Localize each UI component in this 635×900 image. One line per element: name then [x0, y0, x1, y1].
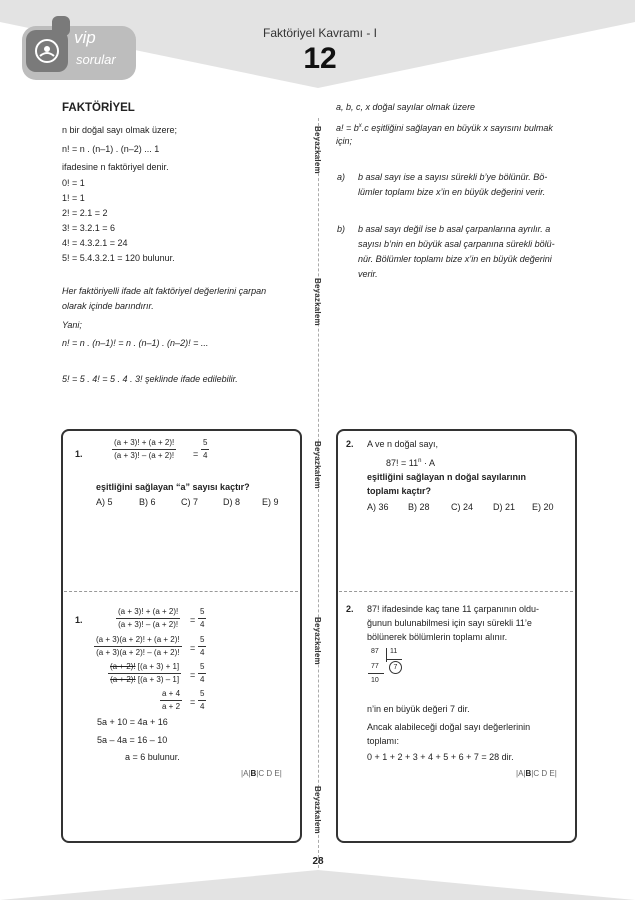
footer-background: [0, 866, 635, 900]
denominator: (a + 3)! – (a + 2)!: [118, 620, 179, 629]
section-title: FAKTÖRİYEL: [62, 102, 135, 114]
logo-badge-icon: [18, 14, 140, 82]
question-text: toplamı kaçtır?: [367, 486, 432, 496]
denominator: a + 2: [162, 702, 181, 711]
numerator: 5: [198, 635, 206, 647]
cancelled-term: (a + 2)!: [110, 675, 136, 684]
equals-sign: =: [190, 615, 196, 625]
side-label: Beyazkalem: [313, 126, 322, 174]
italic-text: Her faktöriyelli ifade alt faktöriyel değerlerini çarpan: [62, 286, 267, 296]
italic-text: için;: [336, 136, 353, 146]
italic-text: Yani;: [62, 320, 82, 330]
option-c[interactable]: C) 24: [451, 502, 474, 512]
text-fragment: · A: [421, 458, 435, 468]
fraction: [116, 607, 180, 630]
fraction: [112, 438, 176, 461]
fraction: [198, 662, 206, 685]
option-e[interactable]: E) 20: [532, 502, 554, 512]
equals-sign: =: [193, 449, 199, 459]
numerator: 5: [198, 662, 206, 674]
option-b[interactable]: B) 6: [139, 497, 156, 507]
long-division: [368, 648, 418, 694]
solution-line: a = 6 bulunur.: [125, 752, 180, 762]
option-a[interactable]: A) 36: [367, 502, 389, 512]
subtraction-line: [368, 673, 384, 674]
denominator: 4: [200, 702, 205, 711]
option-d[interactable]: D) 8: [223, 497, 241, 507]
numerator: 5: [198, 607, 206, 619]
subtrahend: 77: [371, 663, 379, 670]
answer-key: |A|B|C D E|: [241, 769, 282, 778]
logo-text-vip: vip: [74, 28, 96, 47]
denominator: 4: [200, 648, 205, 657]
denominator: (a + 3)! – (a + 2)!: [114, 451, 175, 460]
solution-line: 5a + 10 = 4a + 16: [97, 717, 168, 727]
fraction: [198, 607, 206, 630]
option-e[interactable]: E) 9: [262, 497, 279, 507]
text-fragment: 87! = 11: [386, 458, 419, 468]
text-line: 3! = 3.2.1 = 6: [62, 223, 116, 233]
fraction: [198, 689, 206, 712]
italic-text: 5! = 5 . 4! = 5 . 4 . 3! şeklinde ifade edilebilir.: [62, 374, 238, 384]
question-number: 1.: [75, 449, 83, 459]
correct-answer: B: [525, 769, 532, 778]
fraction: [94, 635, 182, 658]
question-text: eşitliğini sağlayan “a” sayısı kaçtır?: [96, 482, 250, 492]
equals-sign: =: [190, 643, 196, 653]
text-line: 2! = 2.1 = 2: [62, 208, 108, 218]
separator: [64, 591, 298, 592]
question-number: 2.: [346, 439, 354, 449]
solution-line: ğunun bulunabilmesi için sayı sürekli 11’e: [367, 618, 532, 628]
logo-text-sorular: sorular: [76, 52, 116, 67]
superscript: x: [358, 123, 362, 129]
numerator: (a + 3)! + (a + 2)!: [116, 607, 180, 619]
solution-line: toplamı:: [367, 736, 400, 746]
test-number: 12: [303, 42, 337, 75]
side-label: Beyazkalem: [313, 617, 322, 665]
numerator: (a + 3)(a + 2)! + (a + 2)!: [94, 635, 182, 647]
text-line: n bir doğal sayı olmak üzere;: [62, 125, 178, 135]
numerator: (a + 3)! + (a + 2)!: [112, 438, 176, 450]
italic-text: [336, 120, 553, 134]
item-label: a): [337, 172, 346, 182]
italic-text: olarak içinde barındırır.: [62, 301, 154, 311]
option-c[interactable]: C) 7: [181, 497, 199, 507]
text-line: 1! = 1: [62, 193, 85, 203]
option-d[interactable]: D) 21: [493, 502, 516, 512]
solution-line: 0 + 1 + 2 + 3 + 4 + 5 + 6 + 7 = 28 dir.: [367, 752, 514, 762]
text-line: ifadesine n faktöriyel denir.: [62, 162, 169, 172]
text-line: n! = n . (n–1) . (n–2) ... 1: [62, 144, 160, 154]
fraction: [108, 662, 181, 685]
text-fragment: .c eşitliğini sağlayan en büyük x sayısını bulmak: [361, 123, 553, 133]
solution-line: n’in en büyük değeri 7 dir.: [367, 704, 470, 714]
denominator: (a + 3)(a + 2)! – (a + 2)!: [96, 648, 180, 657]
fraction: [201, 438, 209, 461]
italic-text: verir.: [358, 269, 378, 279]
italic-text: b asal sayı değil ise b asal çarpanlarına ayrılır. a: [358, 224, 551, 234]
equals-sign: =: [190, 697, 196, 707]
question-text: eşitliğini sağlayan n doğal sayılarının: [367, 472, 527, 482]
option-a[interactable]: A) 5: [96, 497, 113, 507]
solution-number: 2.: [346, 604, 354, 614]
numerator: 5: [201, 438, 209, 450]
remainder: 10: [371, 677, 379, 684]
answer-key: |A|B|C D E|: [516, 769, 557, 778]
denominator: 4: [203, 451, 208, 460]
side-label: Beyazkalem: [313, 786, 322, 834]
numerator: 5: [198, 689, 206, 701]
equation: [386, 455, 435, 469]
answer-letter: C D E: [533, 769, 555, 778]
solution-number: 1.: [75, 615, 83, 625]
italic-text: a, b, c, x doğal sayılar olmak üzere: [336, 102, 476, 112]
separator: [339, 591, 573, 592]
solution-line: Ancak alabileceği doğal sayı değerlerinin: [367, 722, 531, 732]
italic-text: b asal sayı ise a sayısı sürekli b’ye bölünür. Bö-: [358, 172, 548, 182]
side-label: Beyazkalem: [313, 278, 322, 326]
numerator: a + 4: [160, 689, 182, 701]
fraction: [160, 689, 182, 712]
italic-text: n! = n . (n–1)! = n . (n–1) . (n–2)! = ...: [62, 338, 209, 348]
denominator: 4: [200, 675, 205, 684]
column-divider: [318, 118, 319, 868]
correct-answer: B: [250, 769, 257, 778]
denominator: 4: [200, 620, 205, 629]
question-text: A ve n doğal sayı,: [367, 439, 439, 449]
logo: [18, 14, 140, 82]
dividend: 87: [371, 648, 379, 655]
solution-line: 5a – 4a = 16 – 10: [97, 735, 168, 745]
italic-text: sayısı b’nin en büyük asal çarpanına sürekli bölü-: [358, 239, 555, 249]
item-label: b): [337, 224, 346, 234]
italic-text: nür. Bölümler toplamı bize x’in en büyük değerini: [358, 254, 552, 264]
solution-line: 87! ifadesinde kaç tane 11 çarpanının oldu-: [367, 604, 539, 614]
superscript: n: [418, 458, 422, 464]
solution-line: bölünerek bölümlerin toplamı alınır.: [367, 632, 508, 642]
text-fragment: a! = b: [336, 123, 359, 133]
option-b[interactable]: B) 28: [408, 502, 430, 512]
text-line: 4! = 4.3.2.1 = 24: [62, 238, 128, 248]
side-label: Beyazkalem: [313, 441, 322, 489]
answer-letter: C D E: [258, 769, 280, 778]
topic-title: Faktöriyel Kavramı - I: [262, 26, 378, 40]
fraction: [198, 635, 206, 658]
text-line: 5! = 5.4.3.2.1 = 120 bulunur.: [62, 253, 175, 263]
answer-letter: A: [518, 769, 524, 778]
equals-sign: =: [190, 670, 196, 680]
divisor: 11: [390, 648, 398, 655]
text-line: 0! = 1: [62, 178, 85, 188]
answer-letter: A: [243, 769, 249, 778]
division-line: [386, 659, 402, 660]
quotient-circled: 7: [389, 661, 402, 674]
italic-text: lümler toplamı bize x’in en büyük değerini verir.: [358, 187, 546, 197]
page-number: 28: [312, 856, 324, 867]
text-fragment: [(a + 3) – 1]: [135, 675, 180, 684]
cancelled-term: (a + 2)!: [110, 662, 136, 671]
text-fragment: [(a + 3) + 1]: [135, 662, 180, 671]
